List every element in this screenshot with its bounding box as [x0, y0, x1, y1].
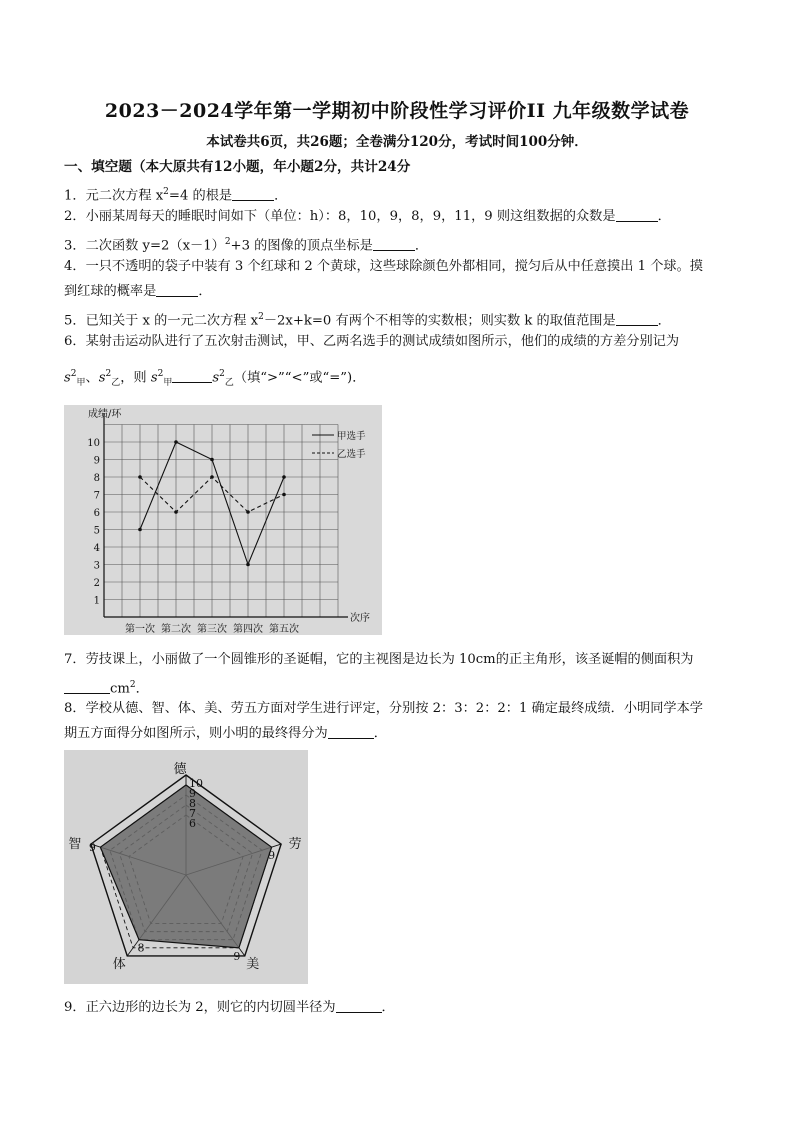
q9-text: 9．正六边形的边长为 2，则它的内切圆半径为 — [64, 1000, 336, 1015]
axis-label: 体 — [112, 956, 126, 972]
q2-text: ． — [657, 209, 671, 224]
q2-text: 2．小丽某周每天的睡眠时间如下（单位：h）：8，10，9，8，9，11，9 则这组数据的众数是 — [64, 209, 616, 224]
y-tick-label: 10 — [87, 438, 100, 449]
data-point — [138, 475, 142, 479]
q5-text: －2x+k=0 有两个不相等的实数根；则实数 k 的取值范围是 — [263, 313, 616, 329]
variance-symbol: s — [64, 370, 71, 386]
axis-label: 美 — [246, 956, 260, 972]
question-8-line1: 8．学校从德、智、体、美、劳五方面对学生进行评定，分别按 2：3：2：2：1 确定最终成绩．小明同学本学 — [64, 701, 703, 716]
q7-text: cm — [110, 681, 130, 697]
data-point — [174, 510, 178, 514]
x-tick-label: 第三次 — [197, 624, 227, 635]
axis-label: 智 — [68, 837, 82, 853]
variance-subscript: 甲 — [163, 378, 173, 389]
legend-label: 乙选手 — [337, 449, 366, 460]
answer-blank[interactable] — [172, 368, 212, 383]
y-tick-label: 2 — [93, 578, 100, 589]
answer-blank[interactable] — [616, 207, 658, 222]
question-2 — [64, 207, 671, 227]
y-tick-label: 4 — [93, 543, 100, 554]
answer-blank[interactable] — [616, 311, 658, 326]
y-tick-label: 8 — [93, 473, 100, 484]
x-tick-label: 第二次 — [161, 624, 191, 635]
question-4-line2 — [64, 282, 212, 302]
radar-chart-svg — [64, 750, 308, 984]
data-point — [246, 510, 250, 514]
ring-label: 8 — [189, 797, 196, 810]
answer-blank[interactable] — [328, 724, 374, 739]
data-point — [138, 528, 142, 532]
axis-label: 劳 — [288, 837, 302, 853]
y-tick-label: 7 — [93, 490, 100, 502]
question-9 — [64, 998, 395, 1018]
value-label: 8 — [137, 941, 145, 955]
x-axis-label: 次序 — [350, 613, 370, 624]
q8-text: ． — [373, 726, 387, 741]
question-1: 1．元二次方程 $x^2=4$ 的根是 ． — [64, 187, 288, 204]
question-6-line1: 6．某射击运动队进行了五次射击测试，甲、乙两名选手的测试成绩如图所示，他们的成绩的方差分别记为 — [64, 334, 680, 349]
q9-text: ． — [381, 1000, 395, 1015]
value-label: 9 — [268, 849, 276, 863]
data-point — [246, 563, 250, 567]
q8-text: 期五方面得分如图所示，则小明的最终得分为 — [64, 726, 328, 741]
ring-label: 6 — [189, 817, 196, 830]
answer-blank[interactable] — [336, 998, 382, 1013]
answer-blank[interactable] — [373, 236, 415, 251]
y-tick-label: 1 — [93, 595, 100, 607]
exam-info: 本试卷共6页，共26题；全卷满分120分，考试时间100分钟． — [206, 134, 588, 150]
q3-text: ． — [414, 238, 429, 254]
question-8-line2 — [64, 724, 387, 744]
q1-text: =4 的根是 — [168, 188, 233, 204]
ring-label: 10 — [189, 777, 203, 790]
y-tick-label: 6 — [93, 508, 100, 519]
answer-blank[interactable] — [232, 186, 274, 201]
question-4-line1: 4．一只不透明的袋子中装有 3 个红球和 2 个黄球，这些球除颜色外都相同，搅匀后从中任意摸出 1 个球。摸 — [64, 259, 703, 274]
chart-background — [64, 405, 382, 635]
x-tick-label: 第五次 — [269, 624, 299, 635]
answer-blank[interactable] — [64, 679, 110, 694]
axis-label: 德 — [173, 762, 187, 777]
line-chart-svg — [64, 405, 382, 635]
q4-text: ． — [198, 284, 212, 299]
q3-text: +3 的图像的顶点坐标是 — [230, 238, 373, 254]
value-label: 9 — [233, 949, 241, 963]
question-7-line1: 7．劳技课上，小丽做了一个圆锥形的圣诞帽，它的主视图是边长为 10cm的正主角形，该圣诞帽的侧面积为 — [64, 652, 694, 667]
data-point — [210, 475, 214, 479]
q6-text: 、 — [85, 370, 99, 386]
x-tick-label: 第一次 — [125, 624, 155, 635]
data-point — [210, 458, 214, 462]
variance-subscript: 乙 — [111, 378, 121, 389]
variance-symbol: s — [98, 370, 106, 386]
data-point — [174, 440, 178, 444]
q5-text: 5．已知关于 x 的一元二次方程 x — [64, 313, 259, 329]
variance-subscript: 甲 — [76, 378, 86, 389]
variance-symbol: s — [150, 370, 158, 386]
q1-text: 1．元二次方程 x — [64, 188, 164, 204]
q7-text: ． — [135, 681, 149, 697]
x-tick-label: 第四次 — [233, 624, 263, 635]
question-3: 3．二次函数 $y=2(x-1)^2+3$ 的图像的顶点坐标是 ． — [64, 237, 429, 254]
ring-label: 7 — [189, 807, 196, 820]
question-5: 5．已知关于 x 的一元二次方程 $x^2-2x+k=0$ 有两个不相等的实数根；则实数 k 的取值范围是 ． — [64, 312, 671, 329]
ring-label: 9 — [189, 787, 196, 800]
y-tick-label: 5 — [93, 525, 100, 537]
page-title: 2023－2024学年第一学期初中阶段性学习评价II 九年级数学试卷 — [104, 100, 690, 122]
y-tick-label: 9 — [93, 455, 100, 467]
score-line-chart — [64, 405, 382, 635]
question-6-line2: $s^2_甲$、$s^2_乙$，则 $s^2_甲$ $s^2_乙$（填“>”“<”或“=”)． — [64, 369, 366, 389]
q6-text: （填“>”“<”或“=”)． — [233, 370, 366, 386]
data-point — [282, 493, 286, 497]
data-point — [282, 475, 286, 479]
y-tick-label: 3 — [93, 560, 100, 572]
question-7-line2: $cm^2$． — [64, 675, 149, 699]
q1-text: ． — [274, 188, 288, 204]
value-label: 9 — [88, 841, 96, 855]
answer-blank[interactable] — [156, 282, 198, 297]
q4-text: 到红球的概率是 — [64, 284, 157, 299]
q5-text: ． — [657, 313, 671, 329]
y-axis-label: 成绩/环 — [88, 409, 122, 420]
q3-text: 3．二次函数 y=2（x－1） — [64, 238, 225, 254]
legend-label: 甲选手 — [337, 431, 366, 442]
score-radar-chart — [64, 750, 308, 984]
q6-text: ，则 — [120, 370, 151, 386]
section-heading: 一、填空题（本大原共有12小题，年小题2分，共计24分 — [64, 159, 411, 175]
variance-subscript: 乙 — [224, 378, 234, 389]
variance-symbol: s — [212, 370, 220, 386]
